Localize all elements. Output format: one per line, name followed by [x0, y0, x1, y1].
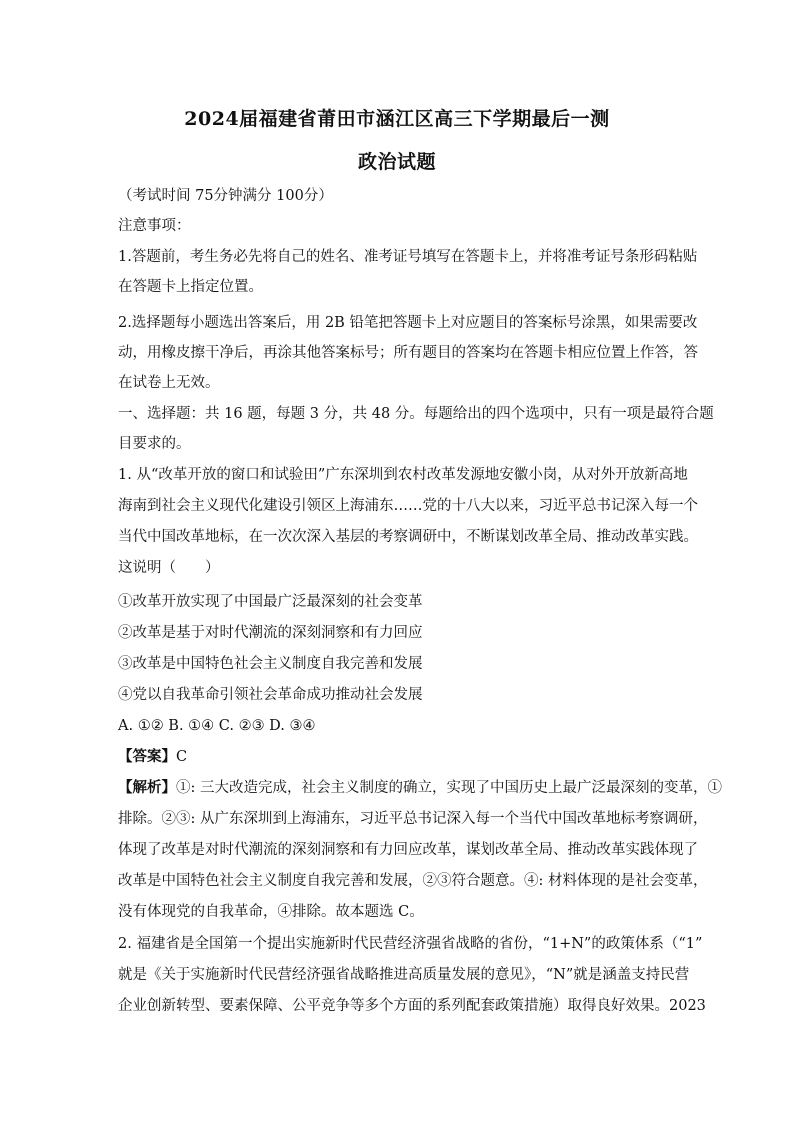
question-1-answer [118, 747, 698, 767]
analysis-label: 【解析】 [118, 779, 176, 796]
question-1-option-1: ①改革开放实现了中国最广泛最深刻的社会变革 [118, 594, 423, 610]
answer-value: C [176, 749, 188, 765]
question-1-stem: 1. 从“改革开放的窗口和试验田”广东深圳到农村改革发源地安徽小岗，从对外开放新高地 [118, 467, 688, 483]
notice-heading: 注意事项： [118, 218, 191, 234]
notice-item-2: 2.选择题每小题选出答案后，用 2B 铅笔把答题卡上对应题目的答案标号涂黑，如果需要改 [118, 315, 698, 331]
question-1-stem-2: 海南到社会主义现代化建设引领区上海浦东……党的十八大以来，习近平总书记深入每一个 [118, 498, 698, 514]
analysis-text: ①: 三大改造完成，社会主义制度的确立，实现了中国历史上最广泛最深刻的变革，① [176, 780, 722, 796]
question-1-analysis-3: 体现了改革是对时代潮流的深刻洞察和有力回应改革，谋划改革全局、推动改革实践体现了 [118, 842, 698, 858]
notice-item-2-cont: 动，用橡皮擦干净后，再涂其他答案标号；所有题目的答案均在答题卡相应位置上作答，答 [118, 345, 698, 361]
question-1-analysis-2: 排除。②③: 从广东深圳到上海浦东，习近平总书记深入每一个当代中国改革地标考察调研， [118, 811, 708, 827]
question-1-stem-3: 当代中国改革地标，在一次次深入基层的考察调研中，不断谋划改革全局、推动改革实践。 [118, 529, 698, 545]
document-subtitle: 政治试题 [357, 151, 436, 173]
question-1-option-4: ④党以自我革命引领社会革命成功推动社会发展 [118, 687, 423, 703]
question-1-analysis-5: 没有体现党的自我革命，④排除。故本题选 C。 [118, 904, 424, 920]
question-1-analysis-4: 改革是中国特色社会主义制度自我完善和发展，②③符合题意。④: 材料体现的是社会变革， [118, 873, 708, 889]
question-1-choices: A. ①② B. ①④ C. ②③ D. ③④ [118, 718, 316, 734]
answer-label: 【答案】 [118, 748, 176, 765]
notice-item-1: 1.答题前，考生务必先将自己的姓名、准考证号填写在答题卡上，并将准考证号条形码粘贴 [118, 249, 698, 265]
question-2-stem-3: 企业创新转型、要素保障、公平竞争等多个方面的系列配套政策措施）取得良好效果。2023 [118, 998, 706, 1014]
notice-item-2-cont2: 在试卷上无效。 [118, 375, 220, 391]
question-1-option-2: ②改革是基于对时代潮流的深刻洞察和有力回应 [118, 625, 423, 641]
section-heading: 一、选择题：共 16 题，每题 3 分，共 48 分。每题给出的四个选项中，只有一项是最符合题 [118, 406, 714, 422]
question-2-stem-2: 就是《关于实施新时代民营经济强省战略推进高质量发展的意见》，“N”就是涵盖支持民营 [118, 967, 690, 983]
question-1-analysis [118, 778, 722, 798]
exam-info: （考试时间 75分钟满分 100分） [118, 188, 333, 204]
question-1-stem-4: 这说明（ ） [118, 560, 220, 576]
question-1-option-3: ③改革是中国特色社会主义制度自我完善和发展 [118, 656, 423, 672]
section-heading-cont: 目要求的。 [118, 436, 191, 452]
question-2-stem: 2. 福建省是全国第一个提出实施新时代民营经济强省战略的省份，“1+N”的政策体系（“1” [118, 936, 703, 952]
document-title: 2024届福建省莆田市涵江区高三下学期最后一测 [184, 108, 610, 130]
notice-item-1-cont: 在答题卡上指定位置。 [118, 279, 263, 295]
